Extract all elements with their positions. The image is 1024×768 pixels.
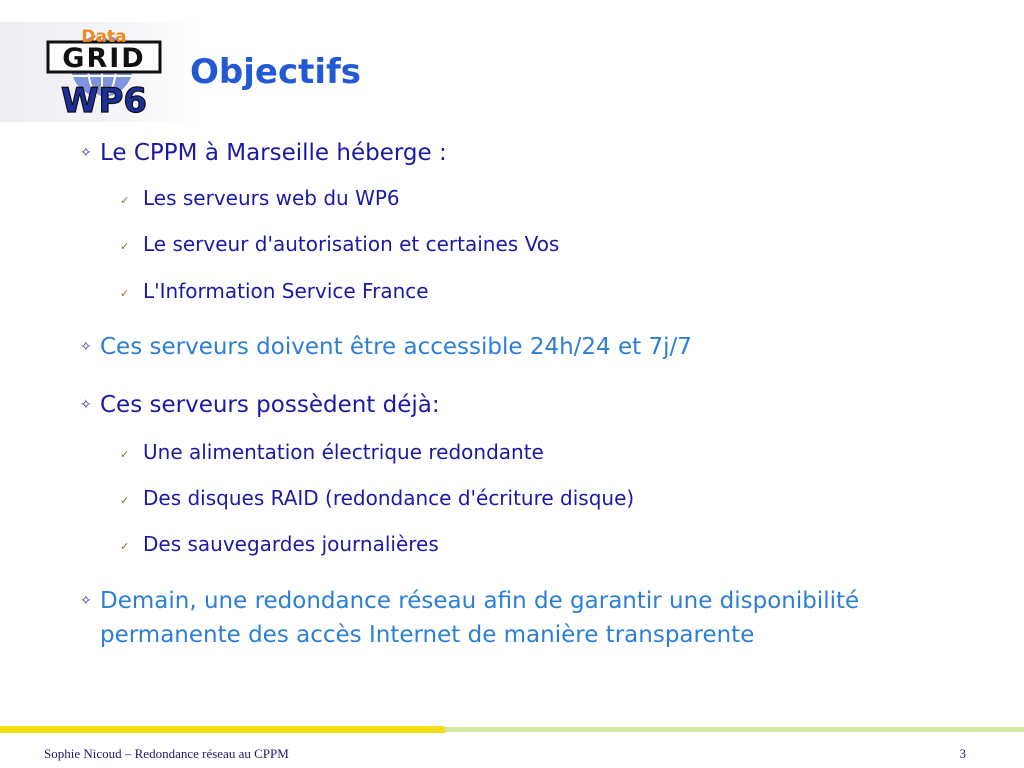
checkmark-bullet-icon: ✓ [120, 194, 130, 207]
star-bullet-icon: ✧ [80, 397, 92, 413]
bullet-text: Demain, une redondance réseau afin de garantir une disponibilité permanente des accès Internet de manière transparente [100, 588, 860, 648]
bullet-item [80, 330, 692, 364]
sub-bullet-text: Une alimentation électrique redondante [143, 440, 544, 464]
footer-divider-bar [0, 726, 1024, 733]
sub-bullet-item [120, 184, 400, 215]
checkmark-bullet-icon: ✓ [120, 448, 130, 461]
bullet-text: Ces serveurs doivent être accessible 24h/24 et 7j/7 [100, 334, 692, 360]
bullet-item [80, 136, 447, 170]
sub-bullet-text: Des sauvegardes journalières [143, 532, 439, 556]
bullet-text: Ces serveurs possèdent déjà: [100, 392, 440, 418]
star-bullet-icon: ✧ [80, 145, 92, 161]
sub-bullet-text: L'Information Service France [143, 279, 429, 303]
sub-bullet-item [120, 277, 429, 308]
star-bullet-icon: ✧ [80, 593, 92, 609]
checkmark-bullet-icon: ✓ [120, 287, 130, 300]
sub-bullet-item [120, 438, 544, 469]
star-bullet-icon: ✧ [80, 339, 92, 355]
footer-bar-yellow [0, 726, 445, 733]
bullet-item [80, 388, 440, 422]
bullet-item [80, 584, 920, 652]
checkmark-bullet-icon: ✓ [120, 540, 130, 553]
bullet-text: Le CPPM à Marseille héberge : [100, 140, 447, 166]
footer-author-title: Sophie Nicoud – Redondance réseau au CPPM [44, 746, 289, 761]
sub-bullet-text: Des disques RAID (redondance d'écriture disque) [143, 486, 635, 510]
sub-bullet-text: Les serveurs web du WP6 [143, 186, 400, 210]
slide-title: Objectifs [190, 52, 362, 92]
logo-graphic [38, 22, 172, 122]
svg-text:Data: Data [81, 27, 127, 47]
datagrid-wp6-logo [0, 22, 196, 122]
sub-bullet-item [120, 530, 439, 561]
footer-bar-green [445, 727, 1024, 732]
checkmark-bullet-icon: ✓ [120, 494, 130, 507]
svg-text:WP6: WP6 [60, 81, 148, 121]
checkmark-bullet-icon: ✓ [120, 240, 130, 253]
sub-bullet-item [120, 230, 559, 261]
sub-bullet-text: Le serveur d'autorisation et certaines Vos [143, 232, 560, 256]
svg-text:GRID: GRID [62, 43, 146, 74]
page-number: 3 [959, 746, 966, 761]
sub-bullet-item [120, 484, 634, 515]
